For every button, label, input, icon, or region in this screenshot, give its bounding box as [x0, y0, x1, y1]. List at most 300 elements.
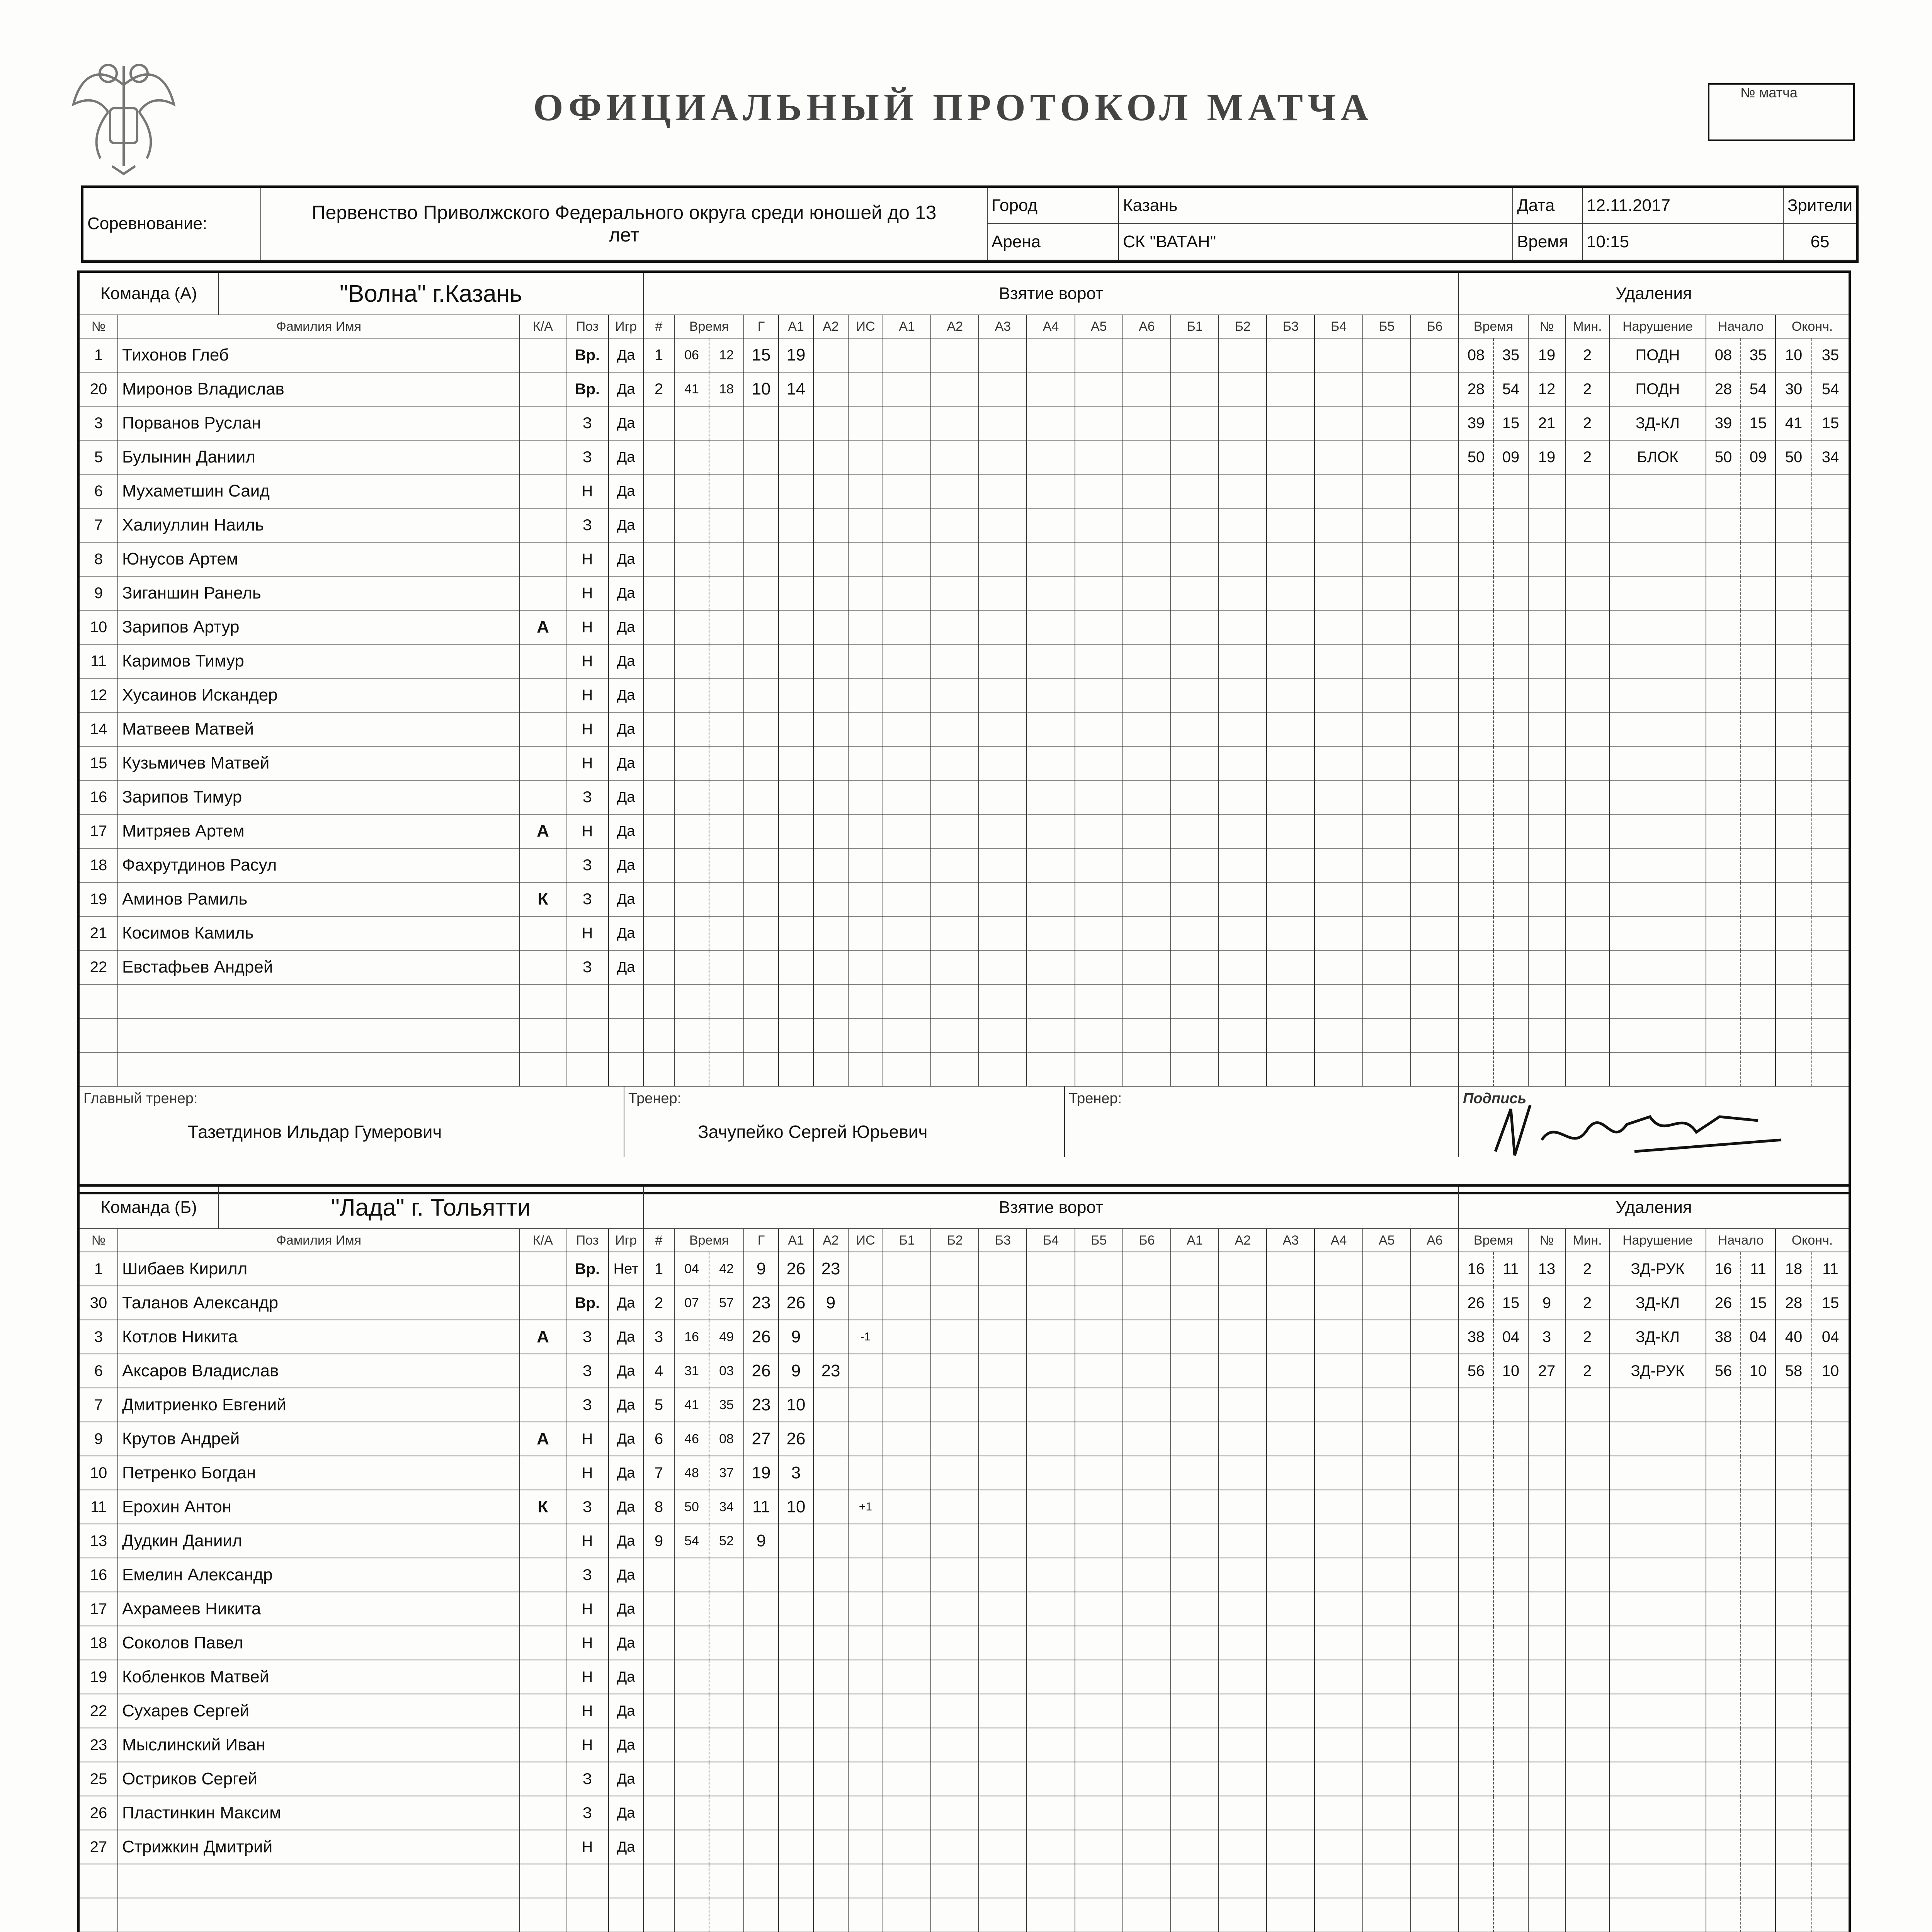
page-title: ОФИЦИАЛЬНЫЙ ПРОТОКОЛ МАТЧА [533, 86, 1373, 129]
onice-cell [1267, 1830, 1315, 1864]
onice-cell [1267, 543, 1315, 577]
onice-cell [1219, 1053, 1267, 1087]
goal-second [709, 985, 744, 1019]
onice-col: А4 [1027, 315, 1075, 338]
goal-assist-1 [779, 645, 814, 679]
onice-cell [979, 1456, 1027, 1490]
onice-cell [979, 713, 1027, 747]
onice-cell [1363, 815, 1411, 849]
goal-minute [675, 440, 709, 474]
penalty-time-min [1459, 611, 1494, 645]
player-played [609, 1019, 644, 1053]
onice-cell [1171, 1830, 1219, 1864]
goal-assist-1: 10 [779, 1490, 814, 1524]
onice-cell [883, 815, 931, 849]
penalty-start-min [1706, 1864, 1741, 1898]
player-name: Миронов Владислав [118, 372, 520, 406]
col-play: Игр [609, 1229, 644, 1252]
goal-scorer: 10 [744, 372, 779, 406]
player-name: Матвеев Матвей [118, 713, 520, 747]
penalty-player [1529, 917, 1566, 951]
goal-assist-2 [814, 440, 849, 474]
penalty-end-min: 41 [1776, 406, 1812, 440]
penalty-start-min [1706, 1728, 1741, 1762]
goal-second [709, 849, 744, 883]
penalty-end-sec [1812, 815, 1849, 849]
onice-cell [1123, 1626, 1171, 1660]
onice-cell [1219, 1558, 1267, 1592]
player-number: 10 [80, 1456, 118, 1490]
goal-col-g_hash: # [644, 1229, 675, 1252]
penalty-time-sec [1494, 1694, 1529, 1728]
onice-cell [1315, 1524, 1363, 1558]
onice-cell [883, 474, 931, 509]
onice-cell [1219, 577, 1267, 611]
onice-cell [1219, 883, 1267, 917]
goal-assist-2 [814, 951, 849, 985]
onice-cell [1363, 1286, 1411, 1320]
onice-cell [1363, 1388, 1411, 1422]
player-number [80, 1019, 118, 1053]
goal-assist-1 [779, 1830, 814, 1864]
goal-second [709, 1796, 744, 1830]
onice-cell [979, 509, 1027, 543]
onice-cell [979, 985, 1027, 1019]
onice-cell [1123, 406, 1171, 440]
player-role [520, 1388, 566, 1422]
player-name: Петренко Богдан [118, 1456, 520, 1490]
goal-assist-1 [779, 406, 814, 440]
penalty-end-sec [1812, 1762, 1849, 1796]
penalty-time-sec [1494, 1388, 1529, 1422]
onice-cell [1363, 917, 1411, 951]
player-role [520, 1252, 566, 1286]
head-coach-label: Главный тренер: [83, 1090, 198, 1107]
onice-cell [979, 1864, 1027, 1898]
penalty-start-sec [1741, 917, 1776, 951]
onice-cell [1267, 917, 1315, 951]
goal-number [644, 1864, 675, 1898]
goal-assist-2 [814, 1796, 849, 1830]
goal-minute: 16 [675, 1320, 709, 1354]
onice-cell [883, 1320, 931, 1354]
goal-scorer: 26 [744, 1320, 779, 1354]
onice-cell [1267, 338, 1315, 372]
team-name: "Лада" г. Тольятти [219, 1187, 644, 1229]
onice-cell [1075, 1388, 1123, 1422]
onice-cell [1315, 1422, 1363, 1456]
goal-second [709, 951, 744, 985]
onice-cell [1171, 1019, 1219, 1053]
goal-second [709, 1762, 744, 1796]
goal-assist-1 [779, 1053, 814, 1087]
goal-minute [675, 1053, 709, 1087]
onice-cell [1123, 1354, 1171, 1388]
onice-cell [1315, 951, 1363, 985]
penalty-end-sec: 04 [1812, 1320, 1849, 1354]
onice-cell [1315, 1830, 1363, 1864]
onice-cell [1411, 440, 1459, 474]
penalty-end-sec [1812, 849, 1849, 883]
onice-cell [1075, 985, 1123, 1019]
penalty-minutes [1566, 849, 1610, 883]
penalty-minutes [1566, 1762, 1610, 1796]
onice-cell [1315, 1592, 1363, 1626]
onice-cell [883, 338, 931, 372]
onice-cell [1411, 372, 1459, 406]
goal-second [709, 713, 744, 747]
penalty-time-sec [1494, 781, 1529, 815]
player-played [609, 1864, 644, 1898]
goal-scorer [744, 679, 779, 713]
penalty-end-sec [1812, 1019, 1849, 1053]
goal-second: 49 [709, 1320, 744, 1354]
onice-cell [1219, 1388, 1267, 1422]
onice-cell [883, 747, 931, 781]
penalty-player [1529, 1456, 1566, 1490]
penalty-end-sec [1812, 1626, 1849, 1660]
onice-cell [1315, 338, 1363, 372]
penalty-minutes: 2 [1566, 1252, 1610, 1286]
onice-cell [1411, 1320, 1459, 1354]
goal-assist-2 [814, 849, 849, 883]
player-played: Нет [609, 1252, 644, 1286]
onice-cell [1123, 1019, 1171, 1053]
player-number: 12 [80, 679, 118, 713]
onice-cell [1075, 440, 1123, 474]
onice-cell [1315, 645, 1363, 679]
onice-cell [1027, 1053, 1075, 1087]
goal-assist-2 [814, 338, 849, 372]
goal-second [709, 440, 744, 474]
goal-scorer [744, 1830, 779, 1864]
goal-assist-2 [814, 372, 849, 406]
competition-block [81, 185, 1859, 263]
onice-cell [1315, 474, 1363, 509]
player-number: 1 [80, 1252, 118, 1286]
onice-col: А4 [1315, 1229, 1363, 1252]
penalty-player: 19 [1529, 440, 1566, 474]
goal-strength [849, 679, 883, 713]
penalty-minutes: 2 [1566, 440, 1610, 474]
goal-assist-2 [814, 1388, 849, 1422]
penalty-start-sec [1741, 1053, 1776, 1087]
goal-assist-1: 14 [779, 372, 814, 406]
goal-scorer: 23 [744, 1286, 779, 1320]
goal-assist-1 [779, 1796, 814, 1830]
onice-cell [883, 849, 931, 883]
player-name: Митряев Артем [118, 815, 520, 849]
onice-cell [1123, 815, 1171, 849]
goal-second [709, 1694, 744, 1728]
onice-cell [1267, 1660, 1315, 1694]
goal-number [644, 1660, 675, 1694]
onice-cell [1123, 1053, 1171, 1087]
onice-cell [1075, 1864, 1123, 1898]
penalty-start-min: 28 [1706, 372, 1741, 406]
goal-strength [849, 883, 883, 917]
coach2-box [1065, 1087, 1459, 1157]
player-played: Да [609, 577, 644, 611]
player-role [520, 577, 566, 611]
onice-cell [979, 1422, 1027, 1456]
penalty-end-sec [1812, 781, 1849, 815]
goal-scorer: 15 [744, 338, 779, 372]
goal-scorer [744, 883, 779, 917]
onice-cell [979, 917, 1027, 951]
goal-col-g_a2: А2 [814, 315, 849, 338]
onice-cell [1123, 713, 1171, 747]
goal-number [644, 543, 675, 577]
penalty-minutes [1566, 951, 1610, 985]
penalty-end-min [1776, 1388, 1812, 1422]
onice-cell [1363, 474, 1411, 509]
onice-cell [1171, 1898, 1219, 1932]
onice-cell [1411, 951, 1459, 985]
penalty-end-sec [1812, 1830, 1849, 1864]
penalty-end-sec [1812, 883, 1849, 917]
penalty-minutes [1566, 1728, 1610, 1762]
onice-cell [1027, 985, 1075, 1019]
goal-assist-1: 9 [779, 1320, 814, 1354]
onice-cell [1171, 1422, 1219, 1456]
penalty-end-sec [1812, 951, 1849, 985]
penalty-violation: ЗД-РУК [1610, 1354, 1706, 1388]
penalty-start-sec [1741, 474, 1776, 509]
goal-assist-1 [779, 1592, 814, 1626]
penalty-end-min [1776, 577, 1812, 611]
onice-cell [1123, 440, 1171, 474]
onice-cell [1123, 1830, 1171, 1864]
penalty-minutes [1566, 509, 1610, 543]
penalty-player [1529, 509, 1566, 543]
player-role [520, 1053, 566, 1087]
onice-cell [1171, 815, 1219, 849]
penalty-time-min [1459, 543, 1494, 577]
penalty-player: 9 [1529, 1286, 1566, 1320]
player-position: З [566, 849, 609, 883]
onice-cell [1267, 611, 1315, 645]
penalty-end-sec [1812, 474, 1849, 509]
player-position: Н [566, 1422, 609, 1456]
penalty-end-sec: 15 [1812, 1286, 1849, 1320]
penalty-minutes [1566, 883, 1610, 917]
col-ka: К/А [520, 315, 566, 338]
goal-minute: 41 [675, 372, 709, 406]
onice-cell [1363, 440, 1411, 474]
goal-assist-2 [814, 815, 849, 849]
onice-cell [1363, 1558, 1411, 1592]
onice-cell [883, 1898, 931, 1932]
onice-cell [1267, 1592, 1315, 1626]
onice-cell [1315, 747, 1363, 781]
goal-second: 37 [709, 1456, 744, 1490]
onice-cell [1363, 1252, 1411, 1286]
onice-cell [1315, 1019, 1363, 1053]
onice-cell [1123, 1762, 1171, 1796]
onice-cell [883, 713, 931, 747]
onice-cell [1315, 1864, 1363, 1898]
penalty-time-sec [1494, 1422, 1529, 1456]
onice-cell [1123, 474, 1171, 509]
goal-minute [675, 917, 709, 951]
onice-cell [1027, 1864, 1075, 1898]
goal-scorer [744, 1626, 779, 1660]
goal-minute [675, 474, 709, 509]
penalty-violation [1610, 1898, 1706, 1932]
penalty-minutes [1566, 1558, 1610, 1592]
player-played: Да [609, 509, 644, 543]
onice-cell [1123, 679, 1171, 713]
onice-cell [1267, 781, 1315, 815]
goal-number: 6 [644, 1422, 675, 1456]
onice-cell [931, 1053, 979, 1087]
penalty-start-sec: 04 [1741, 1320, 1776, 1354]
onice-cell [1411, 509, 1459, 543]
goal-number [644, 1762, 675, 1796]
penalty-violation [1610, 1388, 1706, 1422]
goal-strength [849, 577, 883, 611]
penalty-start-sec: 15 [1741, 406, 1776, 440]
onice-cell [1315, 1252, 1363, 1286]
penalty-start-min: 08 [1706, 338, 1741, 372]
onice-cell [1411, 1728, 1459, 1762]
goal-strength [849, 474, 883, 509]
penalty-time-sec [1494, 917, 1529, 951]
onice-cell [979, 406, 1027, 440]
penalty-start-sec [1741, 509, 1776, 543]
player-name: Зарипов Тимур [118, 781, 520, 815]
onice-cell [979, 577, 1027, 611]
goal-scorer [744, 543, 779, 577]
onice-cell [1075, 679, 1123, 713]
onice-col: Б1 [1171, 315, 1219, 338]
penalty-start-min [1706, 1558, 1741, 1592]
player-number: 18 [80, 1626, 118, 1660]
onice-cell [1363, 1524, 1411, 1558]
onice-cell [1315, 849, 1363, 883]
penalty-violation [1610, 1524, 1706, 1558]
onice-col: А2 [931, 315, 979, 338]
penalty-start-min [1706, 1456, 1741, 1490]
goal-assist-2: 9 [814, 1286, 849, 1320]
onice-cell [1075, 1898, 1123, 1932]
player-position: З [566, 509, 609, 543]
goal-assist-2 [814, 611, 849, 645]
goal-second: 08 [709, 1422, 744, 1456]
penalty-start-sec [1741, 1898, 1776, 1932]
penalty-time-min: 16 [1459, 1252, 1494, 1286]
penalty-time-min: 50 [1459, 440, 1494, 474]
onice-cell [1171, 543, 1219, 577]
goal-assist-1 [779, 883, 814, 917]
goal-scorer [744, 474, 779, 509]
goal-assist-1 [779, 849, 814, 883]
onice-cell [1363, 372, 1411, 406]
penalty-time-sec [1494, 713, 1529, 747]
player-role [520, 406, 566, 440]
onice-cell [1027, 1422, 1075, 1456]
onice-col: А5 [1075, 315, 1123, 338]
onice-cell [1363, 1320, 1411, 1354]
penalty-end-sec: 15 [1812, 406, 1849, 440]
penalty-end-sec [1812, 1728, 1849, 1762]
player-name: Емелин Александр [118, 1558, 520, 1592]
goal-second [709, 883, 744, 917]
penalty-player: 19 [1529, 338, 1566, 372]
onice-cell [1123, 1728, 1171, 1762]
onice-cell [1363, 1354, 1411, 1388]
penalty-minutes [1566, 611, 1610, 645]
goal-number [644, 509, 675, 543]
penalty-player [1529, 1864, 1566, 1898]
penalty-end-min [1776, 1053, 1812, 1087]
onice-cell [1219, 1354, 1267, 1388]
onice-cell [1027, 1694, 1075, 1728]
player-number: 22 [80, 951, 118, 985]
onice-cell [883, 1354, 931, 1388]
onice-cell [1219, 713, 1267, 747]
penalties-header: Удаления [1459, 273, 1849, 315]
player-number [80, 1864, 118, 1898]
goal-scorer [744, 1728, 779, 1762]
player-position: З [566, 883, 609, 917]
onice-cell [1123, 372, 1171, 406]
player-position: З [566, 1490, 609, 1524]
onice-cell [1411, 1762, 1459, 1796]
onice-cell [979, 1252, 1027, 1286]
onice-cell [883, 1456, 931, 1490]
onice-cell [1219, 1694, 1267, 1728]
penalty-start-min [1706, 474, 1741, 509]
goal-minute [675, 985, 709, 1019]
player-position: Н [566, 543, 609, 577]
player-role [520, 713, 566, 747]
onice-cell [1171, 1354, 1219, 1388]
penalty-end-min: 40 [1776, 1320, 1812, 1354]
player-played: Да [609, 917, 644, 951]
onice-cell [1171, 1286, 1219, 1320]
onice-cell [1315, 781, 1363, 815]
onice-cell [1267, 951, 1315, 985]
penalty-start-sec [1741, 985, 1776, 1019]
goal-scorer [744, 611, 779, 645]
onice-cell [1123, 509, 1171, 543]
penalty-time-sec: 15 [1494, 406, 1529, 440]
goal-second [709, 815, 744, 849]
onice-cell [1315, 815, 1363, 849]
goal-scorer [744, 1796, 779, 1830]
onice-cell [1411, 1490, 1459, 1524]
player-role [520, 849, 566, 883]
goal-assist-2 [814, 985, 849, 1019]
onice-cell [1075, 1728, 1123, 1762]
onice-cell [979, 1898, 1027, 1932]
penalties-header: Удаления [1459, 1187, 1849, 1229]
penalty-end-min: 58 [1776, 1354, 1812, 1388]
goal-number: 3 [644, 1320, 675, 1354]
goal-strength [849, 985, 883, 1019]
onice-cell [979, 849, 1027, 883]
onice-cell [1027, 781, 1075, 815]
onice-cell [1267, 985, 1315, 1019]
pen-col-p_end: Оконч. [1776, 1229, 1849, 1252]
penalty-time-sec [1494, 679, 1529, 713]
goal-assist-1 [779, 440, 814, 474]
penalty-time-min [1459, 1626, 1494, 1660]
player-name: Аксаров Владислав [118, 1354, 520, 1388]
goal-col-g_a1: А1 [779, 1229, 814, 1252]
